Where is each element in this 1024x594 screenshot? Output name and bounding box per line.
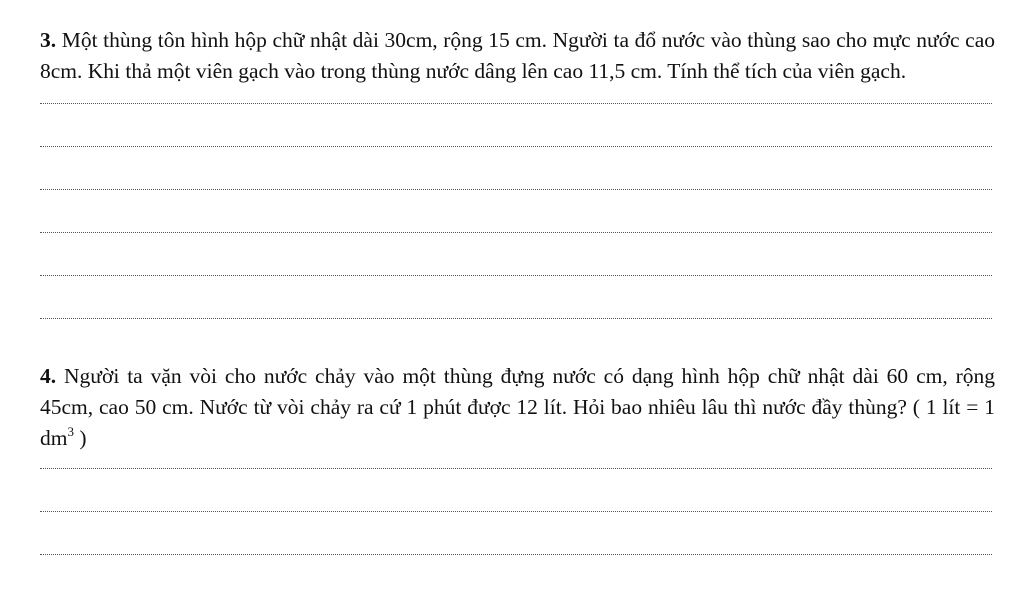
answer-line[interactable] [40,318,992,319]
problem-4-exponent: 3 [67,424,74,439]
problem-3 [40,25,995,319]
problem-4-text [40,361,995,454]
problem-3-text [40,25,995,87]
problem-4-answer-area [40,468,995,555]
problem-3-number: 3. [40,28,57,52]
answer-line[interactable] [40,511,992,512]
answer-line[interactable] [40,146,992,147]
answer-line[interactable] [40,189,992,190]
answer-line[interactable] [40,275,992,276]
answer-line[interactable] [40,468,992,469]
answer-line[interactable] [40,103,992,104]
worksheet-page [40,25,995,555]
answer-line[interactable] [40,554,992,555]
problem-3-answer-area [40,103,995,319]
problem-3-body: Một thùng tôn hình hộp chữ nhật dài 30cm, rộng 15 cm. Người ta đổ nước vào thùng sao cho mực nước cao 8cm. Khi thả một viên gạch vào trong thùng nước dâng lên cao 11,5 cm. Tính thể tích của viên gạch. [40,28,996,83]
problem-4-number: 4. [40,364,57,388]
answer-line[interactable] [40,232,992,233]
problem-4-body: Người ta vặn vòi cho nước chảy vào một thùng đựng nước có dạng hình hộp chữ nhật dài 60 cm, rộng 45cm, cao 50 cm. Nước từ vòi chảy ra cứ 1 phút được 12 lít. Hỏi bao nhiêu lâu thì nước đầy thùng? ( 1 lít = 1 dm [40,364,996,450]
problem-4 [40,361,995,555]
problem-4-closing: ) [73,426,87,450]
